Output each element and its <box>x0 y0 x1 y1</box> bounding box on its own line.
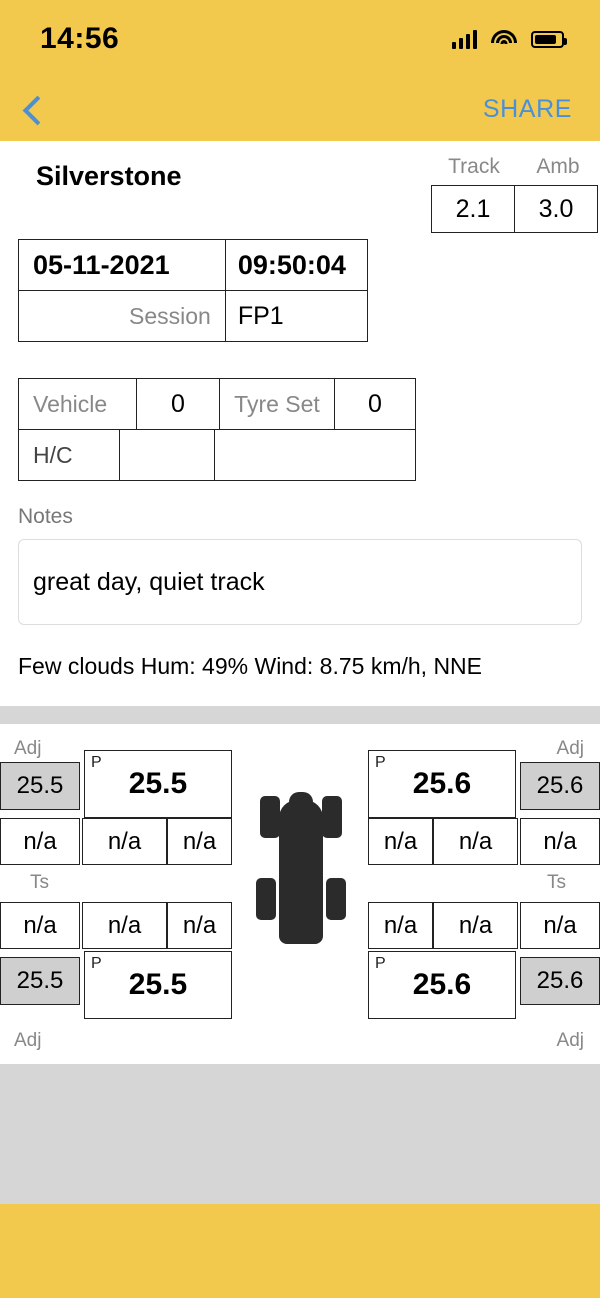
rear-right-cell-3[interactable]: n/a <box>520 902 600 949</box>
track-temp-value[interactable]: 2.1 <box>431 185 515 233</box>
battery-icon <box>531 31 564 48</box>
cellular-bars-icon <box>452 29 477 49</box>
adj-label-front-left: Adj <box>14 738 42 759</box>
pressure-tag: P <box>91 754 102 771</box>
ts-label-left: Ts <box>30 872 49 893</box>
tyre-set-value[interactable]: 0 <box>334 379 415 429</box>
main-content <box>0 141 600 680</box>
rear-left-pressure[interactable] <box>84 951 232 1019</box>
section-divider <box>0 706 600 724</box>
ts-label-right: Ts <box>547 872 566 893</box>
weather-summary: Few clouds Hum: 49% Wind: 8.75 km/h, NNE <box>18 653 482 679</box>
front-right-adj[interactable]: 25.6 <box>520 762 600 810</box>
rear-left-pressure-value: 25.5 <box>128 968 188 1001</box>
status-time: 14:56 <box>40 22 120 55</box>
rear-right-pressure[interactable] <box>368 951 516 1019</box>
tyre-set-label: Tyre Set <box>219 379 334 429</box>
car-top-view-icon <box>255 792 347 952</box>
rear-right-cell-1[interactable]: n/a <box>368 902 433 949</box>
front-left-cell-2[interactable]: n/a <box>82 818 167 865</box>
rear-left-cell-2[interactable]: n/a <box>82 902 167 949</box>
bottom-bar <box>0 1204 600 1298</box>
nav-bar <box>0 78 600 141</box>
lower-gray-band <box>0 1064 600 1204</box>
hc-value[interactable] <box>119 430 215 480</box>
temperature-block <box>432 155 600 233</box>
pressure-tag: P <box>91 955 102 972</box>
notes-label: Notes <box>18 505 73 528</box>
notes-input[interactable]: great day, quiet track <box>18 539 582 625</box>
rear-left-adj[interactable]: 25.5 <box>0 957 80 1005</box>
front-left-pressure-value: 25.5 <box>128 767 188 800</box>
front-right-pressure[interactable] <box>368 750 516 818</box>
front-left-adj[interactable]: 25.5 <box>0 762 80 810</box>
front-left-pressure[interactable] <box>84 750 232 818</box>
vehicle-grid <box>18 378 416 481</box>
hc-label: H/C <box>33 441 73 468</box>
session-label: Session <box>128 302 211 329</box>
back-chevron-icon[interactable] <box>18 95 48 125</box>
venue-title: Silverstone <box>36 161 182 191</box>
wifi-icon <box>491 30 517 49</box>
amb-temp-value[interactable]: 3.0 <box>514 185 598 233</box>
front-right-pressure-value: 25.6 <box>412 767 472 800</box>
front-left-cell-1[interactable]: n/a <box>0 818 80 865</box>
front-right-cell-2[interactable]: n/a <box>433 818 518 865</box>
hc-spacer <box>215 430 415 480</box>
front-left-cell-3[interactable]: n/a <box>167 818 232 865</box>
tyre-pressure-panel <box>0 724 600 1064</box>
adj-label-front-right: Adj <box>556 738 584 759</box>
vehicle-label: Vehicle <box>33 390 108 417</box>
rear-right-adj[interactable]: 25.6 <box>520 957 600 1005</box>
pressure-tag: P <box>375 754 386 771</box>
status-indicators <box>452 29 564 49</box>
header-row <box>0 141 600 233</box>
share-button[interactable]: SHARE <box>482 95 572 123</box>
session-grid <box>18 239 368 342</box>
front-right-cell-3[interactable]: n/a <box>520 818 600 865</box>
pressure-tag: P <box>375 955 386 972</box>
status-bar <box>0 0 600 78</box>
session-date[interactable]: 05-11-2021 <box>33 249 170 280</box>
vehicle-value[interactable]: 0 <box>136 379 219 429</box>
adj-label-rear-left: Adj <box>14 1030 42 1051</box>
rear-right-pressure-value: 25.6 <box>412 968 472 1001</box>
session-time[interactable]: 09:50:04 <box>225 240 367 290</box>
amb-temp-label: Amb <box>536 155 580 178</box>
adj-label-rear-right: Adj <box>556 1030 584 1051</box>
rear-left-cell-1[interactable]: n/a <box>0 902 80 949</box>
rear-left-cell-3[interactable]: n/a <box>167 902 232 949</box>
session-value[interactable]: FP1 <box>225 291 367 341</box>
track-temp-label: Track <box>448 155 500 178</box>
front-right-cell-1[interactable]: n/a <box>368 818 433 865</box>
rear-right-cell-2[interactable]: n/a <box>433 902 518 949</box>
